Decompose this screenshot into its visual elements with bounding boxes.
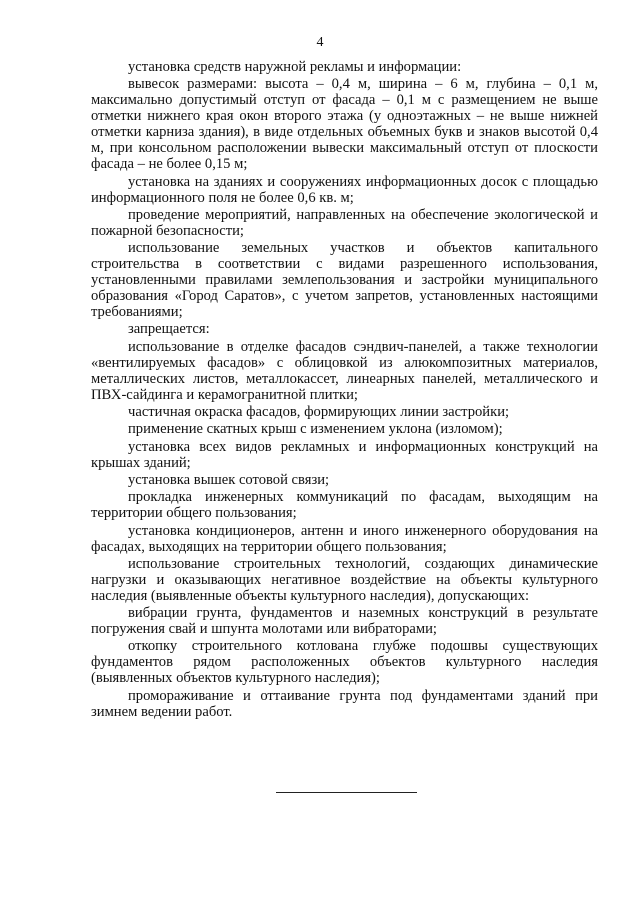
paragraph: применение скатных крыш с изменением уклона (изломом); <box>128 421 503 438</box>
paragraph: использование строительных технологий, создающих динамические нагрузки и оказывающих негативное воздействие на объекты культурного наследия (выявленные объекты культурного наследия), допускающих: <box>91 555 598 604</box>
end-divider-line <box>276 792 417 793</box>
paragraph: частичная окраска фасадов, формирующих линии застройки; <box>128 404 510 421</box>
paragraph: промораживание и оттаивание грунта под фундаментами зданий при зимнем ведении работ. <box>91 687 598 720</box>
paragraph: установка всех видов рекламных и информационных конструкций на крышах зданий; <box>91 438 598 471</box>
paragraph: установка кондиционеров, антенн и иного инженерного оборудования на фасадах, выходящих на территории общего пользования; <box>91 522 598 555</box>
paragraph: прокладка инженерных коммуникаций по фасадам, выходящим на территории общего пользования; <box>91 489 598 522</box>
paragraph: запрещается: <box>128 321 210 338</box>
paragraph: использование земельных участков и объектов капитального строительства в соответствии с видами разрешенного использования, установленными правилами землепользования и застройки муниципального образования «Город Саратов», с учетом запретов, установленных настоящими требованиями; <box>91 240 598 321</box>
paragraph: установка средств наружной рекламы и информации: <box>128 59 462 75</box>
paragraph: использование в отделке фасадов сэндвич-панелей, а также технологии «вентилируемых фасадов» с облицовкой из алюкомпозитных материалов, металлических листов, металлокассет, линеарных панелей, металлического и ПВХ-сайдинга и керамогранитной плитки; <box>91 338 598 403</box>
paragraph: установка на зданиях и сооружениях информационных досок с площадью информационного поля не более 0,6 кв. м; <box>91 173 598 206</box>
page-number: 4 <box>316 35 324 50</box>
document-body <box>91 59 598 721</box>
paragraph: проведение мероприятий, направленных на обеспечение экологической и пожарной безопасности; <box>91 206 598 239</box>
paragraph: вывесок размерами: высота – 0,4 м, ширина – 6 м, глубина – 0,1 м, максимально допустимый отступ от фасада – 0,1 м с размещением не выше отметки нижнего края окон второго этажа (у одноэтажных – не выше нижней отметки карниза здания), в виде отдельных объемных букв и знаков высотой 0,4 м, при консольном расположении вывески максимальный отступ от плоскости фасада – не более 0,15 м; <box>91 76 598 173</box>
paragraph: установка вышек сотовой связи; <box>128 471 330 488</box>
paragraph: вибрации грунта, фундаментов и наземных конструкций в результате погружения свай и шпунта молотами или вибраторами; <box>91 605 598 638</box>
paragraph: откопку строительного котлована глубже подошвы существующих фундаментов рядом расположенных объектов культурного наследия (выявленных объектов культурного наследия); <box>91 638 598 687</box>
